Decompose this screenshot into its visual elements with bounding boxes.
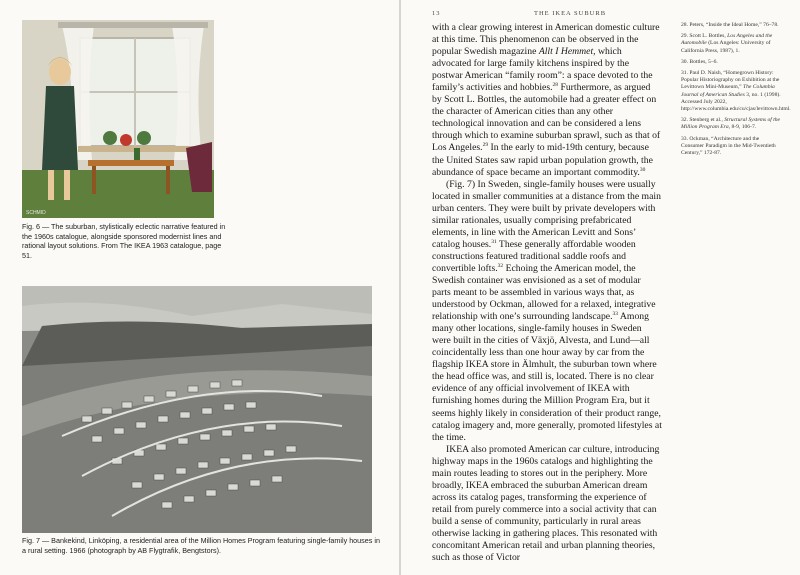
figure-6-image	[22, 20, 214, 218]
footnote: 33. Ockman, “Architecture and the Consumer Paradigm in the Mid-Twentieth Century,” 172-87.	[681, 135, 776, 157]
footnote: 30. Bottles, 5–6.	[681, 58, 718, 65]
figure-7-image	[22, 286, 372, 533]
footnote: 29. Scott L. Bottles, Los Angeles and the Automobile (Los Angeles: University of California Press, 1987), 1.	[681, 33, 773, 54]
image-credit: SCHMID	[26, 210, 46, 216]
left-page	[0, 0, 399, 575]
paragraph-3: IKEA also promoted American car culture, introducing highway maps in the 1960s catalogs and highlighting the main routes leading to stores out in the periphery. More broadly, IKEA embraced the suburban American dream across its catalog pages, transforming the experience of retail from purely commerce into a social activity that can build a sense of community, particularly in rural areas otherwise lacking in gathering places. This resonated with concomitant American retail and urban planning theories, such as those of Victor	[432, 443, 660, 564]
note-ref: 33	[612, 310, 619, 317]
running-title: THE IKEA SUBURB	[533, 10, 607, 17]
body-text	[432, 22, 662, 564]
paragraph-2: (Fig. 7) In Sweden, single-family houses were usually located in smaller communities at a distance from the main urban centers. They were built by private developers with similar rationales, usually comprising prefabricated elements, in line with the American Levitt and Sons’ catalog houses.$^{31}$ These generally affordable wooden constructions featured traditional saddle roofs and convertible lofts.$^{32}$ Echoing the American model, the Swedish container was envisioned as a set of modular parts meant to be assembled in various ways that, as understood by Ockman, allowed for a relaxed, integrative relationship with one’s surrounding landscape.$^{33}$ Among many other locations, single-family houses in Sweden were built in the cities of Växjö, Alvesta, and Lund—all coincidentally less than one hour away by car from the flagship IKEA store in Älmhult, the suburban town where the head office was, and still is, located. There is no clear evidence of any official involvement of IKEA with furnishing homes during the Million Program Era, but it seems highly likely in consideration of their product range, catalog imagery and, more generally, promoted lifestyles at the time.	[432, 178, 662, 443]
note-ref: 30	[639, 166, 646, 173]
footnote: 31. Paul D. Naish, “Homegrown History: Popular Historiography on Exhibition at the Levittown Mini-Museum,” The Columbia Journal of American Studies 3, no. 1 (1998). Accessed July 2022, http://www.columbia.edu/cu/cjas/levittown.html.	[681, 70, 791, 113]
figure-6-caption: Fig. 6 — The suburban, stylistically eclectic narrative featured in the 1960s catalogue, alongside sponsored modernist lines and rational layout solutions. From The IKEA 1963 catalogue, page 51.	[22, 222, 226, 260]
page-number: 13	[432, 10, 441, 17]
magazine-title: Allt I Hemmet,	[538, 46, 596, 58]
footnote: 28. Peters, “Inside the Ideal Home,” 76–78.	[681, 22, 779, 28]
paragraph-1: with a clear growing interest in American domestic culture at this time. This phenomenon can be observed in the popular Swedish magazine Allt I Hemmet, which advocated for large family kitchens inspired by the postwar American “family room”: a space devoted to the family’s activities and hobbies.$^{28}$ Furthermore, as argued by Scott L. Bottles, the automobile had a greater effect on the character of American cities than any other technological innovation and can be considered a lens through which to examine suburban sprawl, such as that of Los Angeles.$^{29}$ In the early to mid-19th century, because the United States saw rapid urban population growth, the abundance of space became an important commodity.$^{30}$	[432, 22, 661, 178]
note-ref: 28	[552, 82, 559, 88]
note-ref: 32	[497, 262, 504, 269]
footnotes	[681, 22, 791, 161]
footnote: 32. Stenberg et al., Structural Systems of the Million Program Era, 8-9, 106-7.	[681, 117, 781, 131]
note-ref: 29	[482, 142, 489, 149]
catalogue-interior-illustration	[22, 20, 214, 218]
note-ref: 31	[491, 238, 497, 245]
figure-7-caption: Fig. 7 — Bankekind, Linköping, a residential area of the Million Homes Program featuring single-family houses in a rural setting. 1966 (photograph by AB Flygtrafik, Bengtstors).	[22, 536, 380, 555]
aerial-suburb-photo	[22, 286, 372, 533]
